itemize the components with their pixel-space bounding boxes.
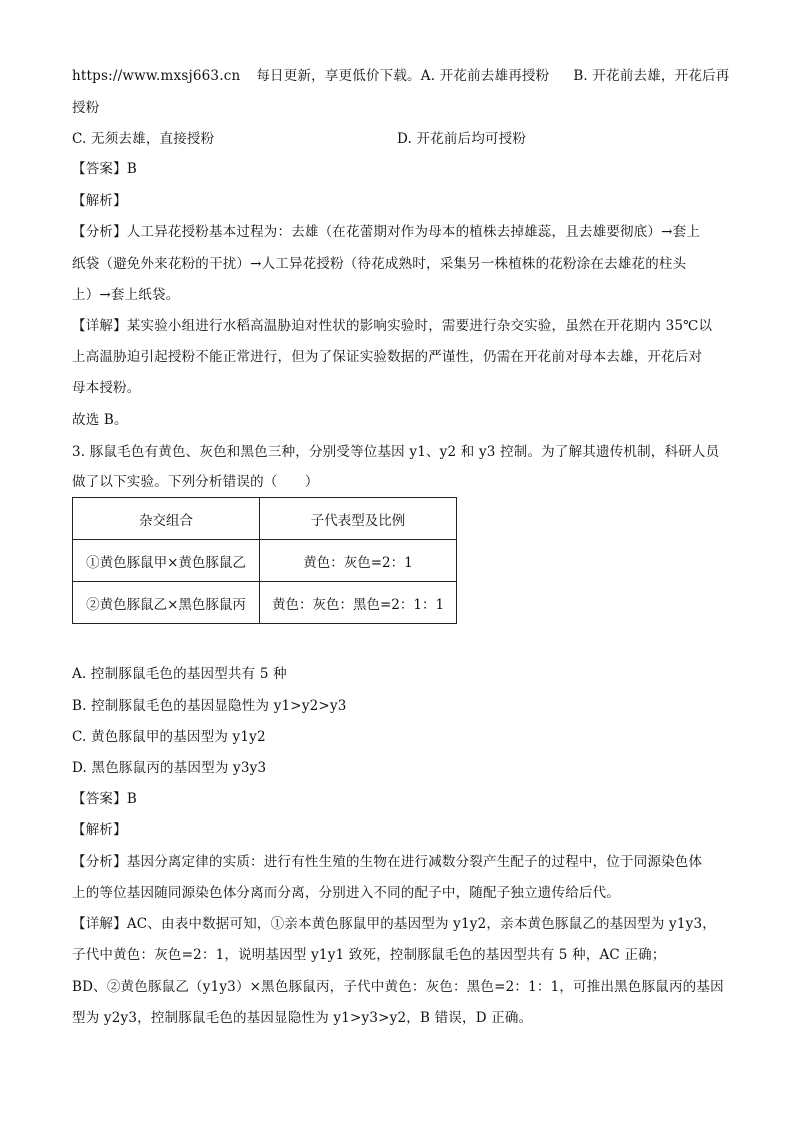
answer-tag: 【答案】 (72, 791, 127, 807)
xiangjie-line-3: 母本授粉。 (72, 380, 141, 396)
cross-table (72, 497, 457, 624)
table-row (73, 582, 457, 624)
table-cell: 黄色：灰色：黑色=2：1：1 (260, 582, 457, 624)
xiangjie-line-2: 上高温胁迫引起授粉不能正常进行，但为了保证实验数据的严谨性，仍需在开花前对母本去雄，开花后对 (72, 349, 703, 365)
table-cell: ②黄色豚鼠乙×黑色豚鼠丙 (73, 582, 260, 624)
answer-tag: 【答案】 (72, 161, 127, 177)
option-c: C. 无须去雄，直接授粉 (72, 131, 215, 147)
conclusion: 故选 B。 (72, 412, 128, 428)
fenxi-line-2: 纸袋（避免外来花粉的干扰）→人工异花授粉（待花成熟时，采集另一株植株的花粉涂在去雄花的柱头 (72, 256, 687, 272)
xiangjie-line-1 (72, 316, 722, 336)
q3-xiangjie-line-1 (72, 914, 722, 934)
q3-analysis-tag: 【解析】 (72, 822, 127, 838)
table-cell: 黄色：灰色=2：1 (260, 540, 457, 582)
table-header: 杂交组合 (73, 498, 260, 540)
option-b-continued: 授粉 (72, 100, 100, 116)
option-row-cd (72, 129, 722, 149)
q3-xiangjie-line-3: BD、②黄色豚鼠乙（y1y3）×黑色豚鼠丙，子代中黄色：灰色：黑色=2：1：1，可推出黑色豚鼠丙的基因 (72, 979, 724, 995)
q3-stem-line-2: 做了以下实验。下列分析错误的（ ） (72, 474, 319, 490)
xiangjie-tag: 【详解】 (72, 318, 127, 334)
fenxi-text: 基因分离定律的实质：进行有性生殖的生物在进行减数分裂产生配子的过程中，位于同源染色体 (126, 854, 703, 870)
xiangjie-text: AC、由表中数据可知，①亲本黄色豚鼠甲的基因型为 y1y2，亲本黄色豚鼠乙的基因型为 y1y3， (126, 916, 716, 932)
analysis-tag: 【解析】 (72, 193, 127, 209)
q3-stem-line-1: 3. 豚鼠毛色有黄色、灰色和黑色三种，分别受等位基因 y1、y2 和 y3 控制。为了解其遗传机制，科研人员 (72, 444, 720, 460)
q3-option-c: C. 黄色豚鼠甲的基因型为 y1y2 (72, 729, 266, 745)
table-cell: ①黄色豚鼠甲×黄色豚鼠乙 (73, 540, 260, 582)
header-line (72, 66, 730, 86)
fenxi-line-3: 上）→套上纸袋。 (72, 287, 180, 303)
answer-value: B (126, 791, 137, 807)
q3-xiangjie-line-2: 子代中黄色：灰色=2：1，说明基因型 y1y1 致死，控制豚鼠毛色的基因型共有 5 种，AC 正确； (72, 947, 666, 963)
fenxi-line-1 (72, 222, 722, 242)
promo-text: 每日更新，享更低价下载。 (256, 68, 421, 84)
q3-fenxi-line-2: 上的等位基因随同源染色体分离而分离，分别进入不同的配子中，随配子独立遗传给后代。 (72, 885, 620, 901)
q3-xiangjie-line-4: 型为 y2y3，控制豚鼠毛色的基因显隐性为 y1>y3>y2，B 错误，D 正确。 (72, 1010, 533, 1026)
option-a: A. 开花前去雄再授粉 (420, 68, 550, 84)
table-header-row (73, 498, 457, 540)
answer-line (72, 159, 722, 179)
site-url: https://www.mxsj663.cn (72, 68, 241, 84)
fenxi-tag: 【分析】 (72, 854, 127, 870)
table-header: 子代表型及比例 (260, 498, 457, 540)
answer-value: B (126, 161, 137, 177)
option-d: D. 开花前后均可授粉 (397, 131, 527, 147)
option-b: B. 开花前去雄，开花后再 (573, 68, 730, 84)
q3-option-b: B. 控制豚鼠毛色的基因显隐性为 y1>y2>y3 (72, 698, 347, 714)
xiangjie-tag: 【详解】 (72, 916, 127, 932)
fenxi-tag: 【分析】 (72, 224, 127, 240)
table-row (73, 540, 457, 582)
q3-fenxi-line-1 (72, 852, 722, 872)
q3-option-a: A. 控制豚鼠毛色的基因型共有 5 种 (72, 666, 287, 682)
q3-option-d: D. 黑色豚鼠丙的基因型为 y3y3 (72, 760, 267, 776)
fenxi-text: 人工异花授粉基本过程为：去雄（在花蕾期对作为母本的植株去掉雄蕊，且去雄要彻底）→套上 (126, 224, 701, 240)
q3-answer-line (72, 789, 722, 809)
xiangjie-text: 某实验小组进行水稻高温胁迫对性状的影响实验时，需要进行杂交实验，虽然在开花期内 35℃以 (126, 318, 713, 334)
